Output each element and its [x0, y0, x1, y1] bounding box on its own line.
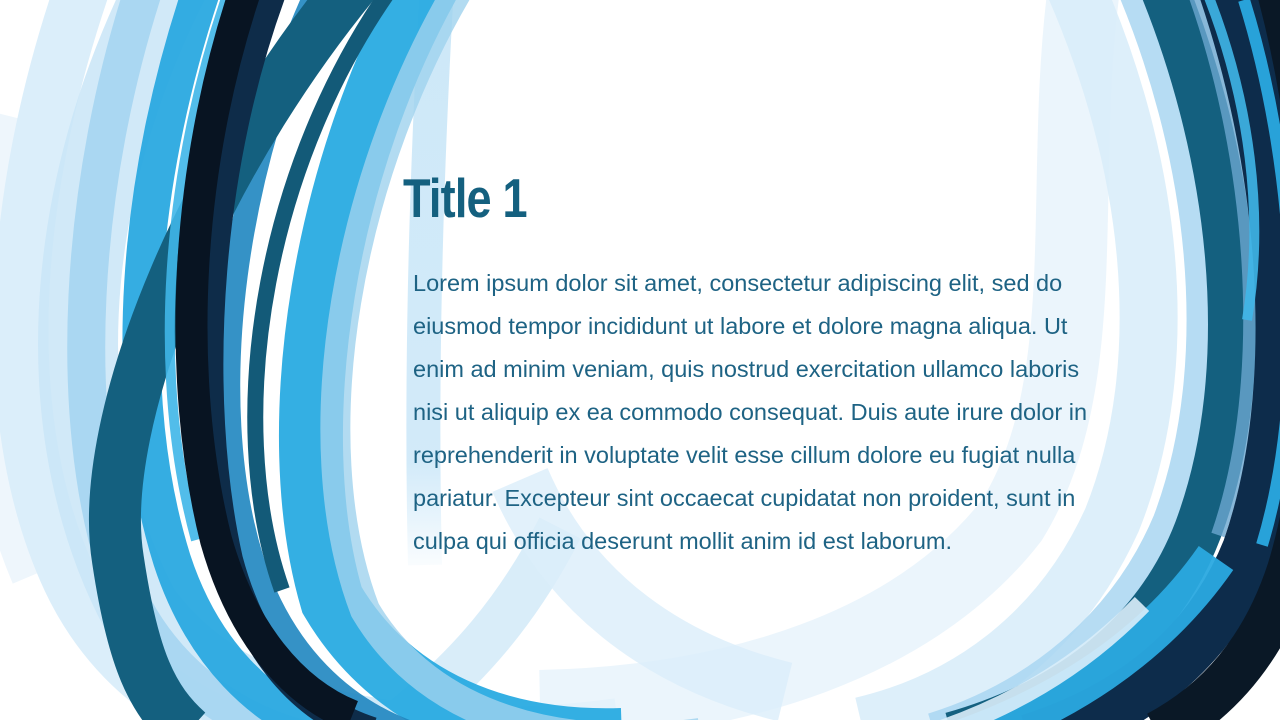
slide-content-area: [403, 168, 1108, 563]
slide-body-paragraph: Lorem ipsum dolor sit amet, consectetur adipiscing elit, sed do eiusmod tempor incididunt ut labore et dolore magna aliqua. Ut enim ad minim veniam, quis nostrud exercitation ullamco laboris nisi ut aliquip ex ea commodo consequat. Duis aute irure dolor in reprehenderit in voluptate velit esse cillum dolore eu fugiat nulla pariatur. Excepteur sint occaecat cupidatat non proident, sunt in culpa qui officia deserunt mollit anim id est laborum.: [413, 270, 1088, 554]
slide-title: Title 1: [403, 167, 527, 229]
